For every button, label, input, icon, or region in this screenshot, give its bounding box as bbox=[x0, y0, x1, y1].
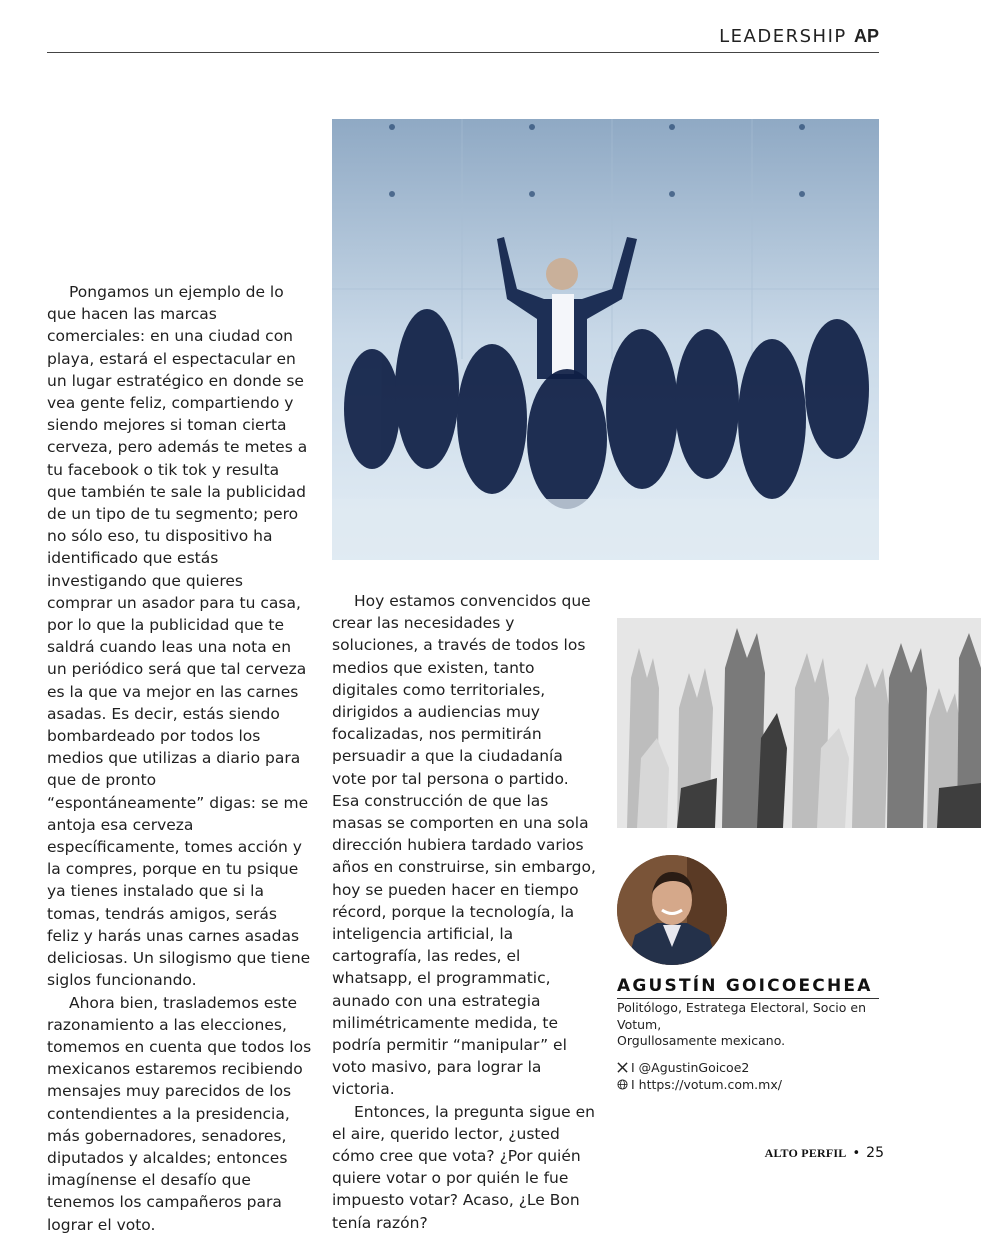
article-column-left bbox=[47, 281, 313, 1236]
article-paragraph: Pongamos un ejemplo de lo que hacen las marcas comerciales: en una ciudad con playa, estará el espectacular en un lugar estratégico en donde se vea gente feliz, compartiendo y siendo mejores si toman cierta cerveza, pero además te metes a tu facebook o tik tok y resulta que también te sale la publicidad de un tipo de tu segmento; pero no sólo eso, tu dispositivo ha identificado que estás investigando que quieres comprar un asador para tu casa, por lo que la publicidad que te saldrá cuando leas una nota en un periódico será que tal cerveza es la que va mejor en las carnes asadas. Es decir, estás siendo bombardeado por todos los medios que utilizas a diario para que de pronto “espontáneamente” digas: se me antoja esa cerveza específicamente, tomes acción y la compres, porque en tu psique ya tienes instalado que si la tomas, tendrás amigos, serás feliz y harás unas carnes asadas deliciosas. Un silogismo que tiene siglos funcionando. bbox=[47, 283, 311, 990]
author-name: AGUSTÍN GOICOECHEA bbox=[617, 976, 879, 999]
twitter-handle[interactable]: I @AgustinGoicoe2 bbox=[631, 1060, 750, 1075]
author-portrait bbox=[617, 855, 727, 965]
crowd-illustration bbox=[332, 119, 879, 560]
twitter-row[interactable] bbox=[617, 1059, 879, 1076]
author-bio-line: Orgullosamente mexicano. bbox=[617, 1033, 786, 1048]
article-paragraph: Ahora bien, traslademos este razonamiento a las elecciones, tomemos en cuenta que todos los mexicanos estaremos recibiendo mensajes muy parecidos de los contendientes a la presidencia, más gobernadores, senadores, diputados y alcaldes; entonces imagínense el desafío que tenemos los campañeros para lograr el voto. bbox=[47, 993, 312, 1234]
website-row[interactable] bbox=[617, 1076, 879, 1093]
section-label bbox=[719, 26, 879, 47]
author-social bbox=[617, 1059, 879, 1093]
footer-separator: • bbox=[852, 1145, 861, 1161]
article-paragraph: Hoy estamos convencidos que crear las necesidades y soluciones, a través de todos los medios que existen, tanto digitales como territoriales, dirigidos a audiencias muy focalizadas, nos permitirán persuadir a que la ciudadanía vote por tal persona o partido. Esa construcción de que las masas se comporten en una sola dirección hubiera tardado varios años en construirse, sin embargo, hoy se pueden hacer en tiempo récord, porque la tecnología, la inteligencia artificial, la cartografía, las redes, el whatsapp, el programmatic, aunado con una estrategia milimétricamente medida, te podría permitir “manipular” el voto masivo, para lograr la victoria. bbox=[332, 592, 596, 1099]
magazine-logo-mark: AP bbox=[853, 26, 879, 46]
section-title: LEADERSHIP bbox=[719, 26, 847, 47]
author-bio-line: Politólogo, Estratega Electoral, Socio en Votum, bbox=[617, 1000, 867, 1032]
article-column-middle bbox=[332, 590, 600, 1234]
website-link[interactable]: I https://votum.com.mx/ bbox=[631, 1077, 782, 1092]
x-twitter-icon bbox=[617, 1062, 628, 1073]
raised-hands-photo bbox=[617, 618, 981, 828]
page-footer bbox=[765, 1145, 884, 1161]
magazine-name: ALTO PERFIL bbox=[764, 1145, 847, 1160]
article-paragraph: Entonces, la pregunta sigue en el aire, querido lector, ¿usted cómo cree que vota? ¿Por quién quiere votar o por quién le fue impuesto votar? Acaso, ¿Le Bon tenía razón? bbox=[332, 1102, 595, 1232]
raised-hands-illustration bbox=[617, 618, 981, 828]
crowd-photo bbox=[332, 119, 879, 560]
author-bio bbox=[617, 1000, 879, 1050]
page-number: 25 bbox=[866, 1145, 884, 1161]
header-divider bbox=[47, 52, 879, 53]
author-avatar bbox=[617, 855, 727, 965]
globe-icon bbox=[617, 1079, 628, 1090]
